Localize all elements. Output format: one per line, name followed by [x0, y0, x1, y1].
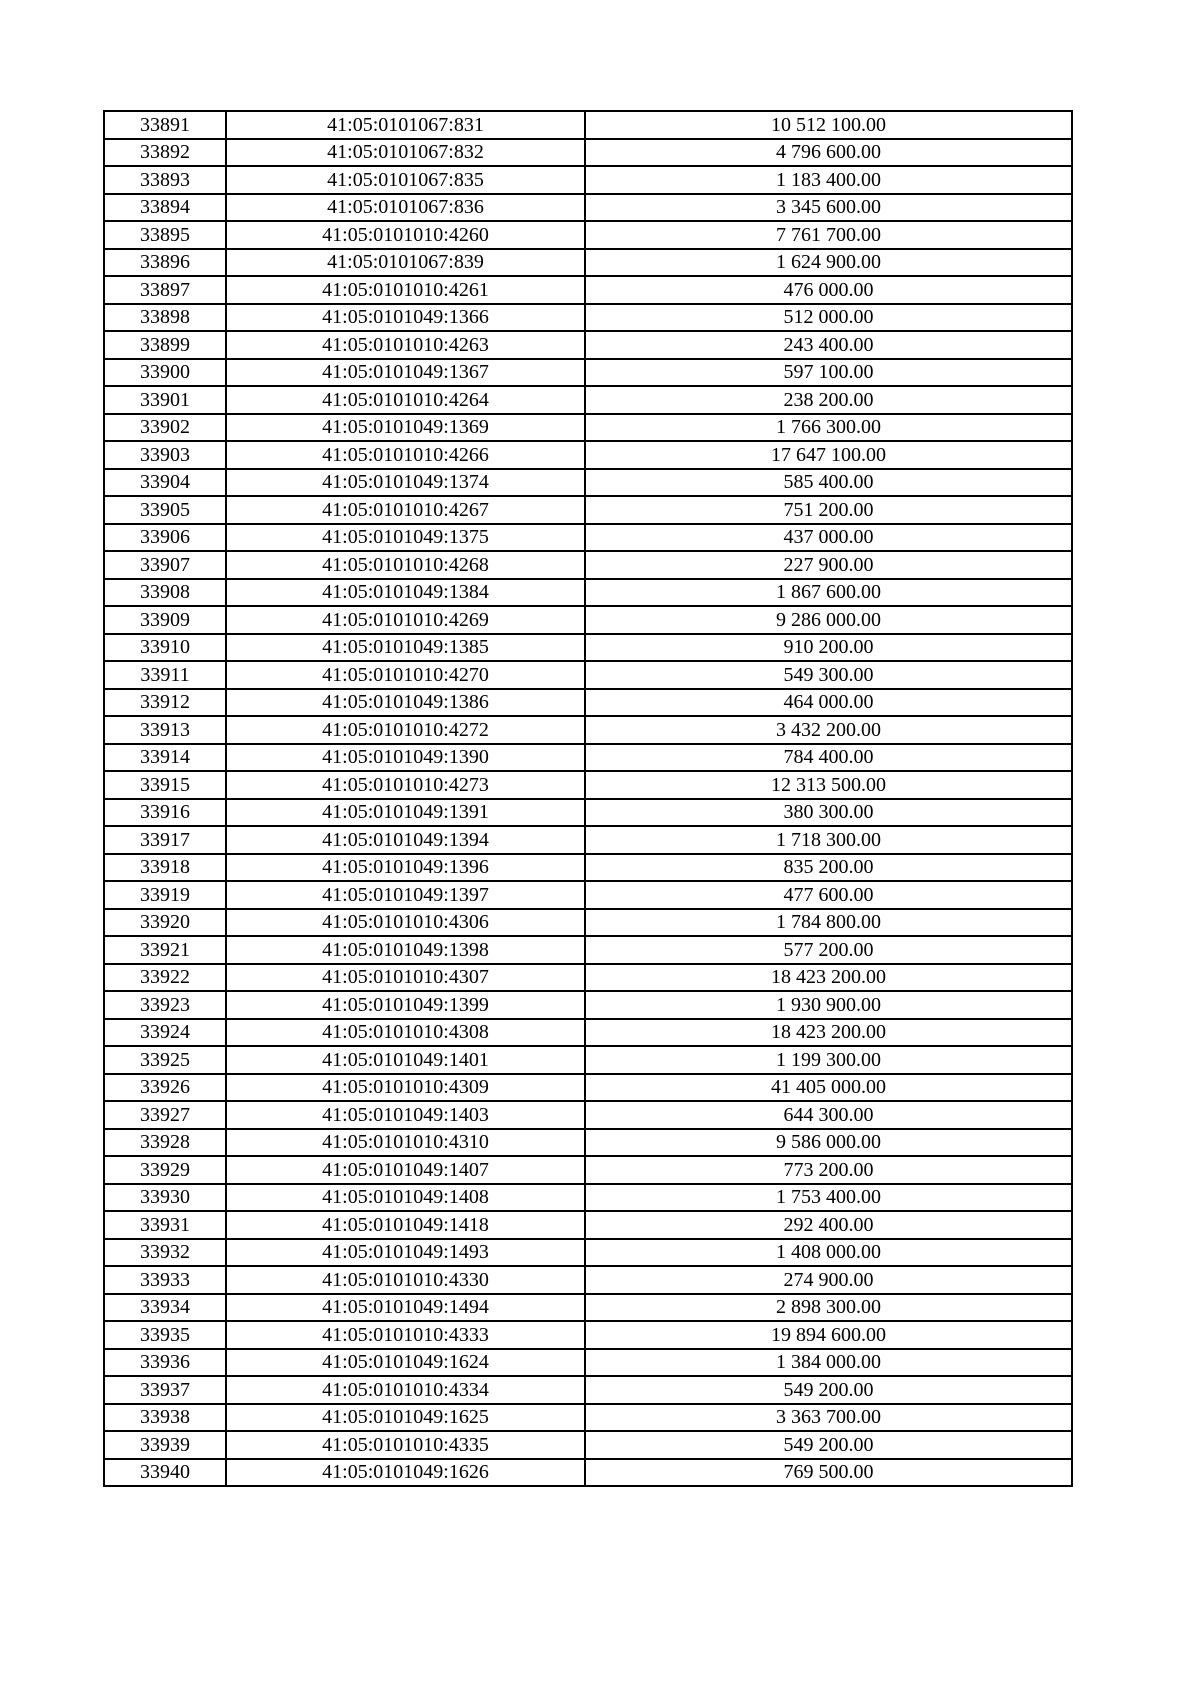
row-number-cell: 33937 — [104, 1376, 226, 1404]
table-row — [104, 1294, 1072, 1322]
table-row — [104, 716, 1072, 744]
cadastral-value-cell: 751 200.00 — [585, 496, 1072, 524]
cadastral-number-cell: 41:05:0101049:1403 — [226, 1101, 585, 1129]
row-number-cell: 33924 — [104, 1019, 226, 1047]
cadastral-value-cell: 910 200.00 — [585, 634, 1072, 662]
row-number-cell: 33908 — [104, 579, 226, 607]
row-number-cell: 33928 — [104, 1129, 226, 1157]
table-row — [104, 1321, 1072, 1349]
cadastral-value-cell: 9 586 000.00 — [585, 1129, 1072, 1157]
cadastral-number-cell: 41:05:0101049:1418 — [226, 1211, 585, 1239]
cadastral-value-cell: 238 200.00 — [585, 386, 1072, 414]
cadastral-number-cell: 41:05:0101049:1399 — [226, 991, 585, 1019]
cadastral-number-cell: 41:05:0101010:4272 — [226, 716, 585, 744]
table-row — [104, 1019, 1072, 1047]
table-row — [104, 221, 1072, 249]
cadastral-number-cell: 41:05:0101010:4261 — [226, 276, 585, 304]
table-row — [104, 1074, 1072, 1102]
table-row — [104, 1431, 1072, 1459]
row-number-cell: 33900 — [104, 359, 226, 387]
cadastral-value-cell: 274 900.00 — [585, 1266, 1072, 1294]
row-number-cell: 33917 — [104, 826, 226, 854]
row-number-cell: 33927 — [104, 1101, 226, 1129]
cadastral-number-cell: 41:05:0101049:1394 — [226, 826, 585, 854]
cadastral-value-cell: 18 423 200.00 — [585, 964, 1072, 992]
cadastral-value-cell: 10 512 100.00 — [585, 111, 1072, 139]
cadastral-number-cell: 41:05:0101049:1396 — [226, 854, 585, 882]
table-row — [104, 634, 1072, 662]
table-row — [104, 799, 1072, 827]
cadastral-number-cell: 41:05:0101010:4267 — [226, 496, 585, 524]
row-number-cell: 33919 — [104, 881, 226, 909]
cadastral-value-cell: 1 753 400.00 — [585, 1184, 1072, 1212]
row-number-cell: 33930 — [104, 1184, 226, 1212]
cadastral-value-cell: 476 000.00 — [585, 276, 1072, 304]
table-row — [104, 1349, 1072, 1377]
cadastral-number-cell: 41:05:0101049:1494 — [226, 1294, 585, 1322]
table-row — [104, 1129, 1072, 1157]
cadastral-number-cell: 41:05:0101049:1384 — [226, 579, 585, 607]
cadastral-number-cell: 41:05:0101010:4308 — [226, 1019, 585, 1047]
cadastral-number-cell: 41:05:0101010:4263 — [226, 331, 585, 359]
row-number-cell: 33902 — [104, 414, 226, 442]
cadastral-number-cell: 41:05:0101010:4269 — [226, 606, 585, 634]
row-number-cell: 33932 — [104, 1239, 226, 1267]
cadastral-number-cell: 41:05:0101049:1390 — [226, 744, 585, 772]
table-row — [104, 441, 1072, 469]
row-number-cell: 33936 — [104, 1349, 226, 1377]
cadastral-value-cell: 769 500.00 — [585, 1459, 1072, 1487]
table-row — [104, 166, 1072, 194]
row-number-cell: 33892 — [104, 139, 226, 167]
cadastral-value-cell: 585 400.00 — [585, 469, 1072, 497]
table-row — [104, 606, 1072, 634]
table-row — [104, 276, 1072, 304]
cadastral-value-cell: 9 286 000.00 — [585, 606, 1072, 634]
cadastral-value-cell: 1 624 900.00 — [585, 249, 1072, 277]
table-row — [104, 771, 1072, 799]
row-number-cell: 33918 — [104, 854, 226, 882]
cadastral-value-cell: 2 898 300.00 — [585, 1294, 1072, 1322]
table-row — [104, 1156, 1072, 1184]
cadastral-value-cell: 1 867 600.00 — [585, 579, 1072, 607]
row-number-cell: 33901 — [104, 386, 226, 414]
table-row — [104, 909, 1072, 937]
row-number-cell: 33899 — [104, 331, 226, 359]
cadastral-number-cell: 41:05:0101049:1391 — [226, 799, 585, 827]
cadastral-number-cell: 41:05:0101049:1624 — [226, 1349, 585, 1377]
row-number-cell: 33903 — [104, 441, 226, 469]
cadastral-value-cell: 644 300.00 — [585, 1101, 1072, 1129]
cadastral-value-cell: 17 647 100.00 — [585, 441, 1072, 469]
cadastral-number-cell: 41:05:0101010:4268 — [226, 551, 585, 579]
cadastral-value-cell: 1 784 800.00 — [585, 909, 1072, 937]
cadastral-value-cell: 1 718 300.00 — [585, 826, 1072, 854]
cadastral-value-cell: 1 384 000.00 — [585, 1349, 1072, 1377]
cadastral-value-cell: 380 300.00 — [585, 799, 1072, 827]
row-number-cell: 33907 — [104, 551, 226, 579]
row-number-cell: 33898 — [104, 304, 226, 332]
row-number-cell: 33920 — [104, 909, 226, 937]
cadastral-number-cell: 41:05:0101049:1367 — [226, 359, 585, 387]
row-number-cell: 33914 — [104, 744, 226, 772]
cadastral-number-cell: 41:05:0101049:1398 — [226, 936, 585, 964]
table-row — [104, 551, 1072, 579]
row-number-cell: 33904 — [104, 469, 226, 497]
row-number-cell: 33929 — [104, 1156, 226, 1184]
cadastral-number-cell: 41:05:0101067:835 — [226, 166, 585, 194]
cadastral-value-cell: 3 345 600.00 — [585, 194, 1072, 222]
table-row — [104, 1404, 1072, 1432]
cadastral-number-cell: 41:05:0101010:4266 — [226, 441, 585, 469]
cadastral-value-cell: 41 405 000.00 — [585, 1074, 1072, 1102]
table-row — [104, 854, 1072, 882]
cadastral-value-cell: 773 200.00 — [585, 1156, 1072, 1184]
cadastral-value-cell: 597 100.00 — [585, 359, 1072, 387]
cadastral-number-cell: 41:05:0101049:1386 — [226, 689, 585, 717]
cadastral-number-cell: 41:05:0101049:1375 — [226, 524, 585, 552]
cadastral-value-cell: 549 200.00 — [585, 1376, 1072, 1404]
cadastral-number-cell: 41:05:0101049:1407 — [226, 1156, 585, 1184]
cadastral-value-cell: 1 199 300.00 — [585, 1046, 1072, 1074]
cadastral-value-cell: 1 183 400.00 — [585, 166, 1072, 194]
cadastral-value-cell: 577 200.00 — [585, 936, 1072, 964]
row-number-cell: 33895 — [104, 221, 226, 249]
row-number-cell: 33931 — [104, 1211, 226, 1239]
cadastral-number-cell: 41:05:0101049:1401 — [226, 1046, 585, 1074]
row-number-cell: 33912 — [104, 689, 226, 717]
row-number-cell: 33893 — [104, 166, 226, 194]
table-row — [104, 689, 1072, 717]
row-number-cell: 33938 — [104, 1404, 226, 1432]
table-row — [104, 991, 1072, 1019]
row-number-cell: 33926 — [104, 1074, 226, 1102]
cadastral-value-cell: 784 400.00 — [585, 744, 1072, 772]
cadastral-value-cell: 227 900.00 — [585, 551, 1072, 579]
table-row — [104, 386, 1072, 414]
row-number-cell: 33915 — [104, 771, 226, 799]
table-row — [104, 469, 1072, 497]
cadastral-number-cell: 41:05:0101049:1493 — [226, 1239, 585, 1267]
row-number-cell: 33940 — [104, 1459, 226, 1487]
cadastral-number-cell: 41:05:0101049:1366 — [226, 304, 585, 332]
table-row — [104, 1239, 1072, 1267]
cadastral-value-cell: 1 408 000.00 — [585, 1239, 1072, 1267]
cadastral-value-cell: 292 400.00 — [585, 1211, 1072, 1239]
row-number-cell: 33905 — [104, 496, 226, 524]
row-number-cell: 33896 — [104, 249, 226, 277]
cadastral-number-cell: 41:05:0101067:836 — [226, 194, 585, 222]
row-number-cell: 33911 — [104, 661, 226, 689]
cadastral-value-cell: 3 363 700.00 — [585, 1404, 1072, 1432]
cadastral-value-cell: 12 313 500.00 — [585, 771, 1072, 799]
cadastral-number-cell: 41:05:0101010:4307 — [226, 964, 585, 992]
cadastral-value-cell: 3 432 200.00 — [585, 716, 1072, 744]
table-body — [104, 111, 1072, 1486]
cadastral-value-cell: 512 000.00 — [585, 304, 1072, 332]
cadastral-number-cell: 41:05:0101049:1374 — [226, 469, 585, 497]
row-number-cell: 33916 — [104, 799, 226, 827]
row-number-cell: 33906 — [104, 524, 226, 552]
cadastral-value-cell: 477 600.00 — [585, 881, 1072, 909]
cadastral-value-table — [103, 110, 1073, 1487]
table-row — [104, 359, 1072, 387]
row-number-cell: 33922 — [104, 964, 226, 992]
cadastral-number-cell: 41:05:0101049:1369 — [226, 414, 585, 442]
table-row — [104, 744, 1072, 772]
cadastral-number-cell: 41:05:0101010:4310 — [226, 1129, 585, 1157]
cadastral-value-cell: 1 766 300.00 — [585, 414, 1072, 442]
cadastral-value-cell: 243 400.00 — [585, 331, 1072, 359]
cadastral-number-cell: 41:05:0101010:4264 — [226, 386, 585, 414]
table-row — [104, 881, 1072, 909]
cadastral-number-cell: 41:05:0101010:4306 — [226, 909, 585, 937]
table-row — [104, 414, 1072, 442]
row-number-cell: 33891 — [104, 111, 226, 139]
row-number-cell: 33909 — [104, 606, 226, 634]
row-number-cell: 33939 — [104, 1431, 226, 1459]
cadastral-number-cell: 41:05:0101010:4334 — [226, 1376, 585, 1404]
cadastral-value-cell: 1 930 900.00 — [585, 991, 1072, 1019]
table-row — [104, 249, 1072, 277]
table-row — [104, 111, 1072, 139]
row-number-cell: 33934 — [104, 1294, 226, 1322]
table-row — [104, 1459, 1072, 1487]
row-number-cell: 33897 — [104, 276, 226, 304]
table-row — [104, 1184, 1072, 1212]
cadastral-number-cell: 41:05:0101010:4330 — [226, 1266, 585, 1294]
table-row — [104, 964, 1072, 992]
table-row — [104, 304, 1072, 332]
table-row — [104, 1266, 1072, 1294]
cadastral-number-cell: 41:05:0101049:1408 — [226, 1184, 585, 1212]
table-row — [104, 826, 1072, 854]
row-number-cell: 33921 — [104, 936, 226, 964]
cadastral-value-cell: 549 300.00 — [585, 661, 1072, 689]
table-row — [104, 524, 1072, 552]
cadastral-value-cell: 549 200.00 — [585, 1431, 1072, 1459]
table-row — [104, 139, 1072, 167]
row-number-cell: 33913 — [104, 716, 226, 744]
table-row — [104, 331, 1072, 359]
cadastral-value-cell: 7 761 700.00 — [585, 221, 1072, 249]
cadastral-number-cell: 41:05:0101067:839 — [226, 249, 585, 277]
row-number-cell: 33894 — [104, 194, 226, 222]
cadastral-number-cell: 41:05:0101010:4333 — [226, 1321, 585, 1349]
cadastral-number-cell: 41:05:0101049:1397 — [226, 881, 585, 909]
cadastral-value-cell: 835 200.00 — [585, 854, 1072, 882]
table-row — [104, 579, 1072, 607]
table-row — [104, 496, 1072, 524]
cadastral-number-cell: 41:05:0101010:4270 — [226, 661, 585, 689]
cadastral-number-cell: 41:05:0101010:4260 — [226, 221, 585, 249]
table-row — [104, 1046, 1072, 1074]
table-row — [104, 661, 1072, 689]
row-number-cell: 33933 — [104, 1266, 226, 1294]
cadastral-number-cell: 41:05:0101010:4335 — [226, 1431, 585, 1459]
table-row — [104, 194, 1072, 222]
table-row — [104, 1211, 1072, 1239]
table-row — [104, 936, 1072, 964]
cadastral-number-cell: 41:05:0101067:831 — [226, 111, 585, 139]
cadastral-value-cell: 437 000.00 — [585, 524, 1072, 552]
cadastral-value-cell: 18 423 200.00 — [585, 1019, 1072, 1047]
table-row — [104, 1376, 1072, 1404]
cadastral-value-cell: 464 000.00 — [585, 689, 1072, 717]
row-number-cell: 33925 — [104, 1046, 226, 1074]
cadastral-number-cell: 41:05:0101049:1625 — [226, 1404, 585, 1432]
row-number-cell: 33910 — [104, 634, 226, 662]
cadastral-value-cell: 19 894 600.00 — [585, 1321, 1072, 1349]
cadastral-number-cell: 41:05:0101067:832 — [226, 139, 585, 167]
cadastral-number-cell: 41:05:0101049:1385 — [226, 634, 585, 662]
cadastral-value-cell: 4 796 600.00 — [585, 139, 1072, 167]
table-row — [104, 1101, 1072, 1129]
row-number-cell: 33935 — [104, 1321, 226, 1349]
cadastral-number-cell: 41:05:0101010:4309 — [226, 1074, 585, 1102]
row-number-cell: 33923 — [104, 991, 226, 1019]
cadastral-number-cell: 41:05:0101049:1626 — [226, 1459, 585, 1487]
cadastral-number-cell: 41:05:0101010:4273 — [226, 771, 585, 799]
